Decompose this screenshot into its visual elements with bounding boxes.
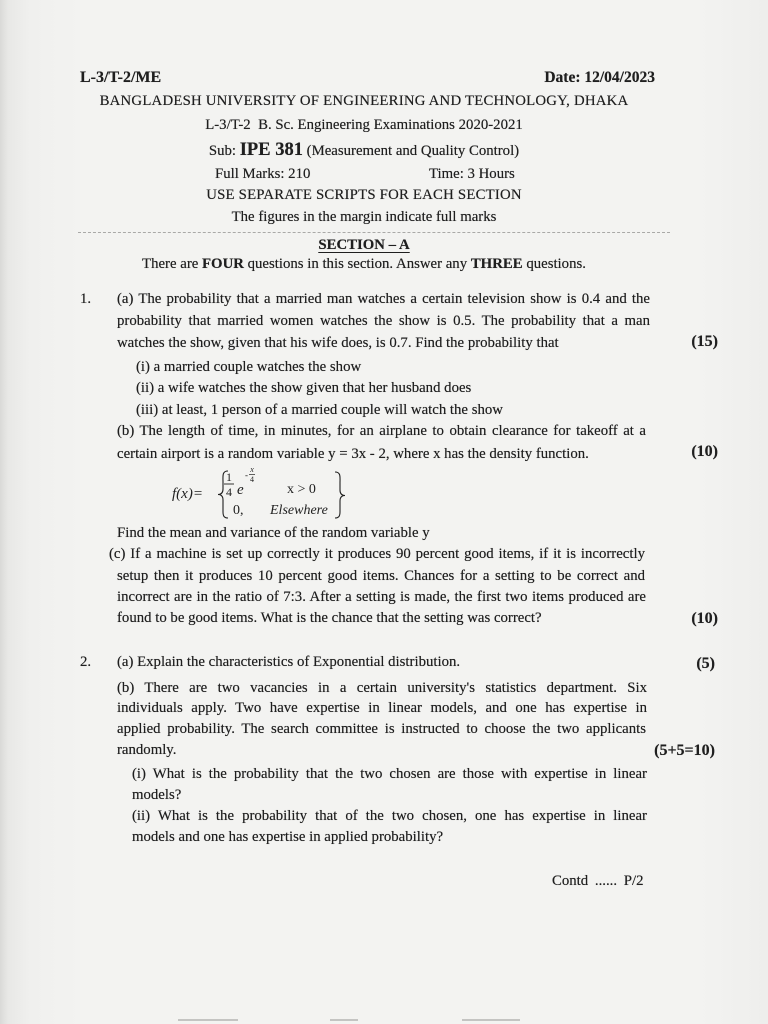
piece2-condition: Elsewhere [270, 503, 328, 518]
question-number: 2. [80, 654, 92, 670]
q1c-text-line: incorrect are in the ratio of 7:3. After a setting is made, the first two items produced are [117, 589, 646, 605]
subject-name: (Measurement and Quality Control) [306, 143, 520, 159]
scripts-instruction: USE SEPARATE SCRIPTS FOR EACH SECTION [206, 187, 522, 203]
instruction-text: questions in this section. Answer any [243, 256, 471, 272]
q2a-marks: (5) [696, 655, 715, 672]
q1a-text-line: (a) The probability that a married man watches a certain television show is 0.4 and the [117, 291, 650, 307]
q1a-subitem: (ii) a wife watches the show given that her husband does [136, 380, 472, 396]
q1a-subitem: (i) a married couple watches the show [136, 359, 362, 375]
q2b-text-line: randomly. [117, 742, 177, 758]
instruction-text: questions. [522, 256, 586, 272]
q2b-text-line: applied probability. The search committee is instructed to choose the two applicants [117, 721, 646, 737]
q1b-marks: (10) [691, 443, 718, 460]
q1c-text-line: found to be good items. What is the chance that the setting was correct? [117, 610, 542, 626]
q1b-text-line: (b) The length of time, in minutes, for an airplane to obtain clearance for takeoff at a [117, 423, 646, 439]
q1a-subitem: (iii) at least, 1 person of a married couple will watch the show [136, 402, 503, 418]
q2b-subitem-line: (ii) What is the probability that of the two chosen, one has expertise in linear [132, 808, 647, 824]
subject-line [0, 139, 728, 162]
q2b-subitem-line: (i) What is the probability that the two chosen are those with expertise in linear [132, 766, 647, 782]
subject-code: IPE 381 [239, 140, 303, 160]
exam-date: Date: 12/04/2023 [544, 69, 655, 86]
q2b-text-line: (b) There are two vacancies in a certain university's statistics department. Six [117, 680, 647, 696]
q1a-marks: (15) [691, 333, 718, 350]
course-code: L-3/T-2/ME [80, 69, 162, 86]
q2a-text-line: (a) Explain the characteristics of Exponential distribution. [117, 654, 461, 670]
question-count: FOUR [202, 256, 244, 272]
continued-note: Contd ...... P/2 [552, 873, 644, 889]
answer-count: THREE [470, 256, 523, 272]
piece2-value: 0, [233, 503, 244, 518]
scan-artifact [462, 1019, 520, 1021]
q1b-task: Find the mean and variance of the random variable y [117, 525, 430, 541]
exp-base: e [237, 482, 244, 498]
q2b-marks: (5+5=10) [654, 742, 715, 759]
q1c-text-line: (c) If a machine is set up correctly it produces 90 percent good items, if it is incorrectly [109, 546, 645, 562]
formula-lhs: f(x)= [172, 486, 203, 502]
section-title: SECTION – A [318, 237, 410, 253]
q1c-marks: (10) [691, 610, 718, 627]
q2b-text-line: individuals apply. Two have expertise in linear models, and one has expertise in [117, 700, 647, 716]
margin-note: The figures in the margin indicate full marks [231, 209, 497, 225]
scan-artifact [330, 1019, 358, 1021]
density-function-formula [160, 462, 360, 522]
university-name: BANGLADESH UNIVERSITY OF ENGINEERING AND TECHNOLOGY, DHAKA [99, 93, 629, 109]
header-divider [78, 232, 670, 233]
coef-denominator: 4 [226, 485, 232, 499]
q1c-text-line: setup then it produces 10 percent good items. Chances for a setting to be correct and [117, 568, 645, 584]
q2b-subitem-line: models and one has expertise in applied probability? [132, 829, 444, 845]
exponent-numerator: x [250, 465, 254, 474]
q2b-subitem-line: models? [132, 787, 182, 803]
q1a-text-line: probability that married women watches the show is 0.5. The probability that a man [117, 313, 650, 329]
q1b-text-line: certain airport is a random variable y = 3x - 2, where x has the density function. [117, 446, 589, 462]
subject-label: Sub: [208, 143, 237, 159]
section-instruction [0, 255, 728, 273]
piece1-condition: x > 0 [287, 482, 316, 497]
exam-duration: Time: 3 Hours [429, 166, 515, 182]
exponent-sign: - [245, 470, 248, 480]
exponent-denominator: 4 [250, 475, 254, 484]
coef-numerator: 1 [226, 470, 232, 484]
right-brace [335, 472, 345, 518]
scan-artifact [178, 1019, 238, 1021]
instruction-text: There are [142, 256, 203, 272]
exam-title: L-3/T-2 B. Sc. Engineering Examinations 2020-2021 [205, 117, 523, 133]
question-number: 1. [80, 291, 92, 307]
q1a-text-line: watches the show, given that his wife does, is 0.7. Find the probability that [117, 335, 559, 351]
full-marks: Full Marks: 210 [215, 166, 311, 182]
